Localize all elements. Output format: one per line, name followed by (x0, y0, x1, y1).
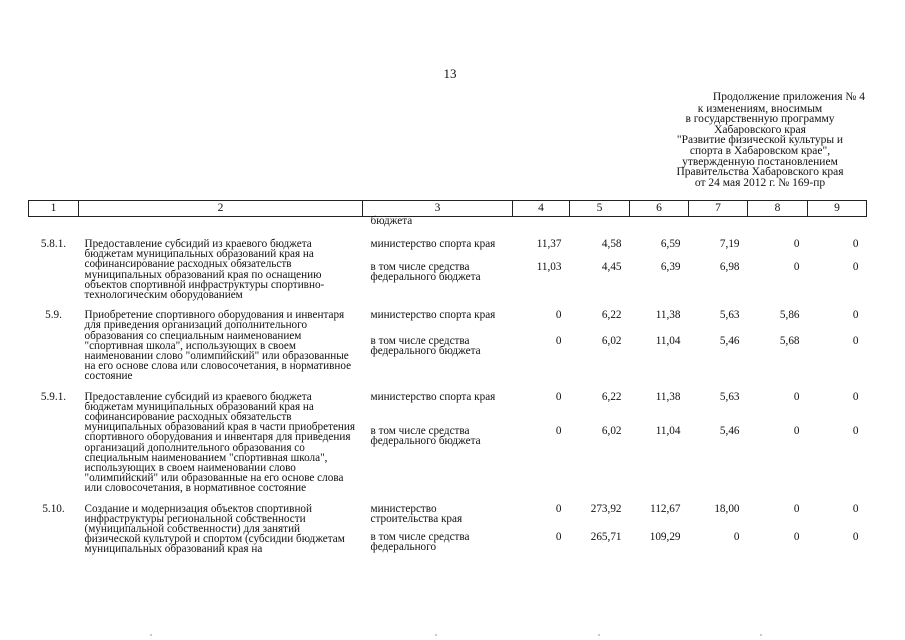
column-header: 7 (689, 201, 748, 217)
column-header-row (29, 201, 867, 217)
value-cell: 0 (555, 530, 562, 543)
value-cell: 0 (733, 530, 740, 543)
page-number: 13 (443, 66, 457, 81)
scan-speck (598, 634, 600, 636)
appendix-header-line: Хабаровского края (714, 123, 806, 136)
value-cell: 6,22 (601, 390, 622, 403)
value-cell: 0 (852, 502, 859, 515)
column-header: 3 (363, 201, 513, 217)
value-cell: 273,92 (590, 502, 622, 515)
row-code: 5.8.1. (40, 238, 67, 250)
value-cell: 109,29 (649, 530, 681, 543)
column-header: 2 (79, 201, 363, 217)
value-cell: 7,19 (719, 238, 740, 250)
appendix-header-line: от 24 мая 2012 г. № 169-пр (694, 176, 826, 189)
appendix-header-line: спорта в Хабаровском крае", (689, 144, 831, 157)
value-cell: 265,71 (590, 530, 622, 543)
row-code: 5.9. (45, 309, 62, 322)
row-code: 5.10. (42, 502, 65, 515)
column-header: 1 (29, 201, 79, 217)
appendix-header-line: "Развитие физической культуры и (676, 134, 844, 147)
row-description: Предоставление субсидий из краевого бюджета бюджетам муниципальных образований края на софинансирование расходных обязательств муниципальных образований края по оснащению объектов спортивной инфраструктуры спортивно-технологическим оборудованием (84, 238, 325, 302)
row-description: Создание и модернизация объектов спортивной инфраструктуры региональной собственности (муниципальной собственности) для занятий физической культурой и спортом (субсидии бюджетам муниципальных образований края на (84, 502, 345, 556)
value-cell: 6,02 (601, 425, 622, 438)
budget-table (28, 200, 867, 555)
value-cell: 0 (852, 390, 859, 403)
scan-speck (150, 634, 152, 636)
value-cell: 0 (852, 309, 859, 322)
value-cell: 0 (793, 238, 800, 250)
column-header: 4 (513, 201, 570, 217)
column-header: 9 (808, 201, 867, 217)
value-cell: 0 (555, 309, 562, 322)
value-cell: 5,68 (779, 335, 800, 348)
funding-source: министерство строительства края (370, 502, 463, 525)
appendix-header (655, 92, 865, 188)
value-cell: 4,45 (601, 261, 622, 274)
value-cell: 5,63 (719, 390, 740, 403)
funding-source: министерство спорта края (370, 309, 496, 322)
value-cell: 6,59 (660, 238, 681, 250)
table-row (29, 392, 867, 420)
value-cell: 0 (852, 530, 859, 543)
continuation-text: бюджета (370, 215, 413, 227)
value-cell: 6,22 (601, 309, 622, 322)
value-cell: 0 (793, 502, 800, 515)
value-cell: 6,39 (660, 261, 681, 274)
value-cell: 0 (555, 502, 562, 515)
continuation-row (29, 217, 867, 230)
value-cell: 6,02 (601, 335, 622, 348)
funding-source: в том числе средства федерального бюджета (370, 335, 481, 358)
column-header: 6 (630, 201, 689, 217)
value-cell: 0 (852, 261, 859, 274)
value-cell: 18,00 (714, 502, 740, 515)
value-cell: 11,38 (655, 309, 681, 322)
table-row (29, 504, 867, 526)
appendix-header-line: в государственную программу (685, 113, 835, 126)
value-cell: 11,37 (536, 238, 562, 250)
value-cell: 0 (852, 238, 859, 250)
column-header: 5 (570, 201, 630, 217)
value-cell: 0 (793, 425, 800, 438)
funding-source: в том числе средства федерального бюджета (370, 425, 481, 448)
value-cell: 112,67 (650, 502, 681, 515)
value-cell: 0 (793, 261, 800, 274)
funding-source: министерство спорта края (370, 390, 496, 403)
row-description: Приобретение спортивного оборудования и инвентаря для приведения организаций дополнительного образования со специальным наименованием "спортивная школа", использующих в своем наименовании слово "олимпийский" или образованные на его основе слова или словосочетания, в нормативное состояние (84, 309, 352, 383)
value-cell: 11,04 (655, 425, 681, 438)
value-cell: 0 (852, 335, 859, 348)
row-description: Предоставление субсидий из краевого бюджета бюджетам муниципальных образований края на софинансирование расходных обязательств муниципальных образований края в части приобретения спортивного оборудования и инвентаря для приведения организаций дополнительного образования со специальным наименованием "спортивная школа", использующих в своем наименовании слово "олимпийский" или образованные на его основе слова или словосочетания, в нормативное состояние (84, 390, 356, 495)
table-row (29, 239, 867, 256)
value-cell: 5,63 (719, 309, 740, 322)
appendix-header-line: Продолжение приложения № 4 (712, 91, 865, 103)
value-cell: 11,38 (655, 390, 681, 403)
value-cell: 4,58 (601, 238, 622, 250)
scan-speck (435, 634, 437, 636)
appendix-header-line: утвержденную постановлением (682, 155, 838, 168)
appendix-header-line: к изменениям, вносимым (697, 102, 823, 115)
value-cell: 0 (852, 425, 859, 438)
funding-source: в том числе средства федерального (370, 530, 470, 554)
value-cell: 0 (555, 390, 562, 403)
funding-source: в том числе средства федерального бюджета (370, 261, 481, 284)
value-cell: 0 (555, 335, 562, 348)
value-cell: 11,03 (536, 261, 562, 274)
value-cell: 11,04 (655, 335, 681, 348)
value-cell: 0 (555, 425, 562, 438)
funding-source: министерство спорта края (370, 238, 496, 250)
value-cell: 5,46 (719, 335, 740, 348)
value-cell: 0 (793, 530, 800, 543)
row-code: 5.9.1. (40, 390, 67, 403)
value-cell: 5,46 (719, 425, 740, 438)
column-header: 8 (748, 201, 808, 217)
scan-speck (760, 634, 762, 636)
value-cell: 6,98 (719, 261, 740, 274)
table-row (29, 310, 867, 330)
value-cell: 5,86 (779, 309, 800, 322)
value-cell: 0 (793, 390, 800, 403)
appendix-header-line: Правительства Хабаровского края (676, 166, 844, 179)
